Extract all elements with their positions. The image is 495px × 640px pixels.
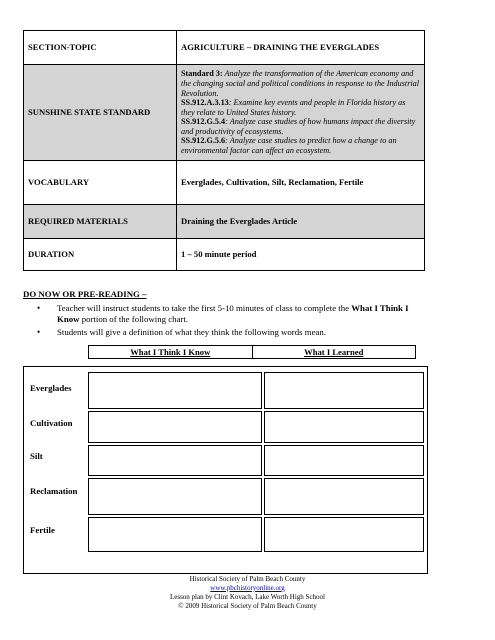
answer-box-fertile-learned[interactable] <box>264 517 424 552</box>
do-now-heading: DO NOW OR PRE-READING – <box>23 289 147 299</box>
answer-box-reclamation-learned[interactable] <box>264 478 424 515</box>
column-header-think: What I Think I Know <box>130 347 211 357</box>
row-label-everglades: Everglades <box>30 383 72 393</box>
instruction-list <box>33 303 433 340</box>
standard-item: SS.912.G.5.4: Analyze case studies of how humans impact the diversity and productivity of ecosystems. <box>181 117 416 136</box>
row-label-cultivation: Cultivation <box>30 418 73 428</box>
lesson-info-table <box>23 30 425 271</box>
section-topic-value: AGRICULTURE – DRAINING THE EVERGLADES <box>177 31 425 65</box>
answer-box-fertile-think[interactable] <box>88 517 262 552</box>
row-label-silt: Silt <box>30 451 43 461</box>
table-row <box>24 65 425 161</box>
table-row <box>24 239 425 271</box>
row-label-fertile: Fertile <box>30 525 55 535</box>
footer-org: Historical Society of Palm Beach County <box>189 575 306 583</box>
answer-box-silt-think[interactable] <box>88 445 262 476</box>
page-footer <box>0 575 495 611</box>
answer-box-cultivation-learned[interactable] <box>264 411 424 443</box>
list-item: • Teacher will instruct students to take the first 5-10 minutes of class to complete the What I Think I Know portion of the following chart. <box>37 303 409 324</box>
bullet-icon: • <box>37 303 41 313</box>
standard-label: SUNSHINE STATE STANDARD <box>24 65 177 161</box>
answer-box-everglades-think[interactable] <box>88 372 262 409</box>
row-label-reclamation: Reclamation <box>30 486 78 496</box>
answer-box-silt-learned[interactable] <box>264 445 424 476</box>
bullet-icon: • <box>37 326 41 337</box>
answer-box-reclamation-think[interactable] <box>88 478 262 515</box>
vocabulary-value: Everglades, Cultivation, Silt, Reclamation, Fertile <box>177 161 425 205</box>
section-topic-label: SECTION-TOPIC <box>24 31 177 65</box>
table-row <box>24 31 425 65</box>
kwl-chart <box>23 366 428 574</box>
list-item: • Students will give a definition of what they think the following words mean. <box>37 326 326 337</box>
standard-item: Standard 3: Analyze the transformation of the American economy and the changing social and political conditions in response to the Industrial Revolution. <box>181 69 420 98</box>
vocabulary-label: VOCABULARY <box>24 161 177 205</box>
table-row <box>24 205 425 239</box>
table-row <box>24 161 425 205</box>
answer-box-everglades-learned[interactable] <box>264 372 424 409</box>
standard-item: SS.912.A.3.13: Examine key events and people in Florida history as they relate to United States history. <box>181 98 406 117</box>
standards-list <box>177 65 425 161</box>
footer-copyright: © 2009 Historical Society of Palm Beach County <box>178 601 317 610</box>
answer-box-cultivation-think[interactable] <box>88 411 262 443</box>
duration-label: DURATION <box>24 239 177 271</box>
footer-author: Lesson plan by Clint Kovach, Lake Worth High School <box>169 592 326 601</box>
standard-item: SS.912.G.5.6: Analyze case studies to predict how a change to an environmental factor can affect an ecosystem. <box>181 136 397 156</box>
chart-header <box>88 345 416 359</box>
materials-label: REQUIRED MATERIALS <box>24 205 177 239</box>
duration-value: 1 – 50 minute period <box>177 239 425 271</box>
column-header-learned: What I Learned <box>252 346 416 358</box>
materials-value: Draining the Everglades Article <box>177 205 425 239</box>
footer-link[interactable]: www.pbchistoryonline.org <box>210 583 285 592</box>
